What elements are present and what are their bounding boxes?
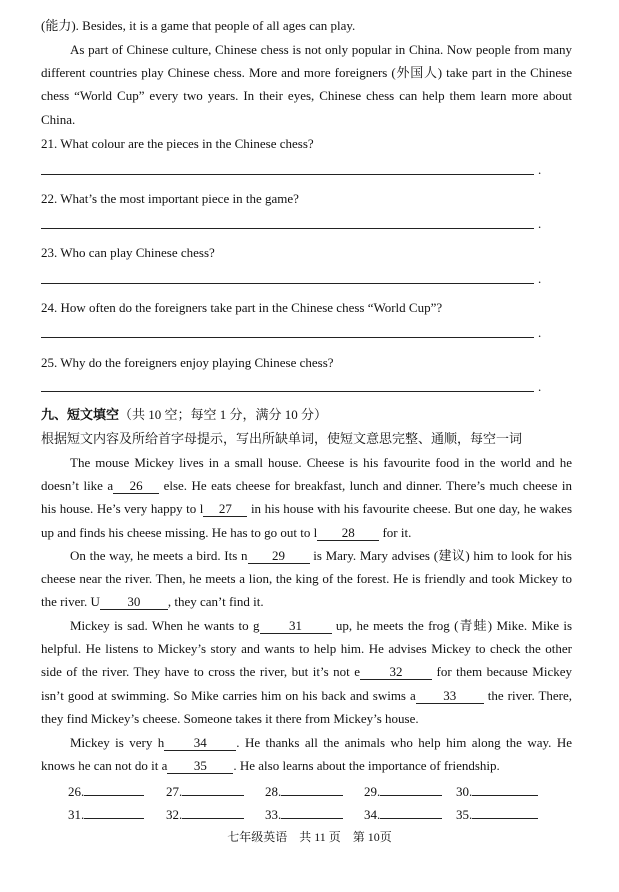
answer-slot-29[interactable]: 29. <box>364 783 442 800</box>
section-instruction: 根据短文内容及所给首字母提示，写出所缺单词，使短文意思完整、通顺，每空一词 <box>41 431 523 446</box>
answer-period: . <box>538 325 542 340</box>
question-21 <box>41 135 314 153</box>
blank-34[interactable]: 34 <box>164 736 236 751</box>
answer-line-23[interactable] <box>41 283 534 284</box>
answer-slot-27[interactable]: 27. <box>166 783 244 800</box>
answer-slot-30[interactable]: 30. <box>456 783 538 800</box>
answer-slot-35[interactable]: 35. <box>456 806 538 823</box>
question-number: 21. <box>41 136 58 151</box>
story-paragraph-4: Mickey is very h 34 . He thanks all the animals who help him along the way. He knows he can not do it a 35 . He also learns about the importance of friendship. <box>41 735 573 774</box>
question-24 <box>41 299 442 317</box>
blank-26[interactable]: 26 <box>113 479 159 494</box>
blank-31[interactable]: 31 <box>260 619 332 634</box>
answer-slot-31[interactable]: 31. <box>68 806 144 823</box>
answer-slot-33[interactable]: 33. <box>265 806 343 823</box>
answer-period: . <box>538 162 542 177</box>
answer-period: . <box>538 271 542 286</box>
section-score-note: （共 10 空；每空 1 分，满分 10 分） <box>119 407 328 422</box>
story-paragraph-2: On the way, he meets a bird. Its n 29 is Mary. Mary advises (建议) him to look for his cheese near the river. Then, he meets a lion, the king of the forest. He is friendly and took Mickey to the river. U 30 , they can’t find it. <box>41 548 572 610</box>
answer-slot-34[interactable]: 34. <box>364 806 442 823</box>
question-number: 23. <box>41 245 58 260</box>
section-title: 九、短文填空 <box>41 407 120 422</box>
answer-period: . <box>538 216 542 231</box>
blank-33[interactable]: 33 <box>416 689 484 704</box>
section-heading <box>41 406 327 424</box>
blank-29[interactable]: 29 <box>248 549 310 564</box>
question-text: How often do the foreigners take part in the Chinese chess “World Cup”? <box>60 300 443 315</box>
question-25 <box>41 354 334 372</box>
answer-line-25[interactable] <box>41 391 534 392</box>
answer-period: . <box>538 379 542 394</box>
page-footer: 七年级英语 共 11 页 第 10页 <box>227 830 392 844</box>
question-text: Why do the foreigners enjoy playing Chinese chess? <box>60 355 334 370</box>
blank-30[interactable]: 30 <box>100 595 168 610</box>
question-22 <box>41 190 299 208</box>
answer-line-21[interactable] <box>41 174 534 175</box>
blank-28[interactable]: 28 <box>317 526 379 541</box>
question-text: What’s the most important piece in the game? <box>60 191 299 206</box>
answer-line-24[interactable] <box>41 337 534 338</box>
blank-35[interactable]: 35 <box>167 759 233 774</box>
question-number: 24. <box>41 300 58 315</box>
answer-slot-32[interactable]: 32. <box>166 806 244 823</box>
answer-line-22[interactable] <box>41 228 534 229</box>
answer-slot-26[interactable]: 26. <box>68 783 144 800</box>
question-text: What colour are the pieces in the Chinese chess? <box>60 136 314 151</box>
question-number: 25. <box>41 355 58 370</box>
story-paragraph-3: Mickey is sad. When he wants to g 31 up, he meets the frog (青蛙) Mike. Mike is helpful. He listens to Mickey’s story and wants to help him. He advises Mickey to check the other side of the river. They have to cross the river, but it’s not e 32 for them because Mickey isn’t good at swimming. So Mike carries him on his back and swims a 33 the river. There, they find Mickey’s cheese. Someone takes it there from Mickey’s house. <box>41 618 573 726</box>
answer-slot-28[interactable]: 28. <box>265 783 343 800</box>
blank-27[interactable]: 27 <box>203 502 247 517</box>
story-paragraph-1: The mouse Mickey lives in a small house. Cheese is his favourite food in the world and he doesn’t like a 26 else. He eats cheese for breakfast, lunch and dinner. There’s much cheese in his house. He’s very happy to l 27 in his house with his favourite cheese. But one day, he wakes up and finds his cheese missing. He has to go out to l 28 for it. <box>41 455 573 540</box>
question-text: Who can play Chinese chess? <box>60 245 215 260</box>
passage-paragraph-2: As part of Chinese culture, Chinese chess is not only popular in China. Now people from many different countries play Chinese chess. More and more foreigners (外国人) take part in the Chinese chess “World Cup” every two years. In their eyes, Chinese chess can help them learn more about China. <box>41 42 572 127</box>
blank-32[interactable]: 32 <box>360 665 432 680</box>
question-number: 22. <box>41 191 58 206</box>
question-23 <box>41 244 215 262</box>
passage-continuation: (能力). Besides, it is a game that people of all ages can play. <box>41 18 356 33</box>
